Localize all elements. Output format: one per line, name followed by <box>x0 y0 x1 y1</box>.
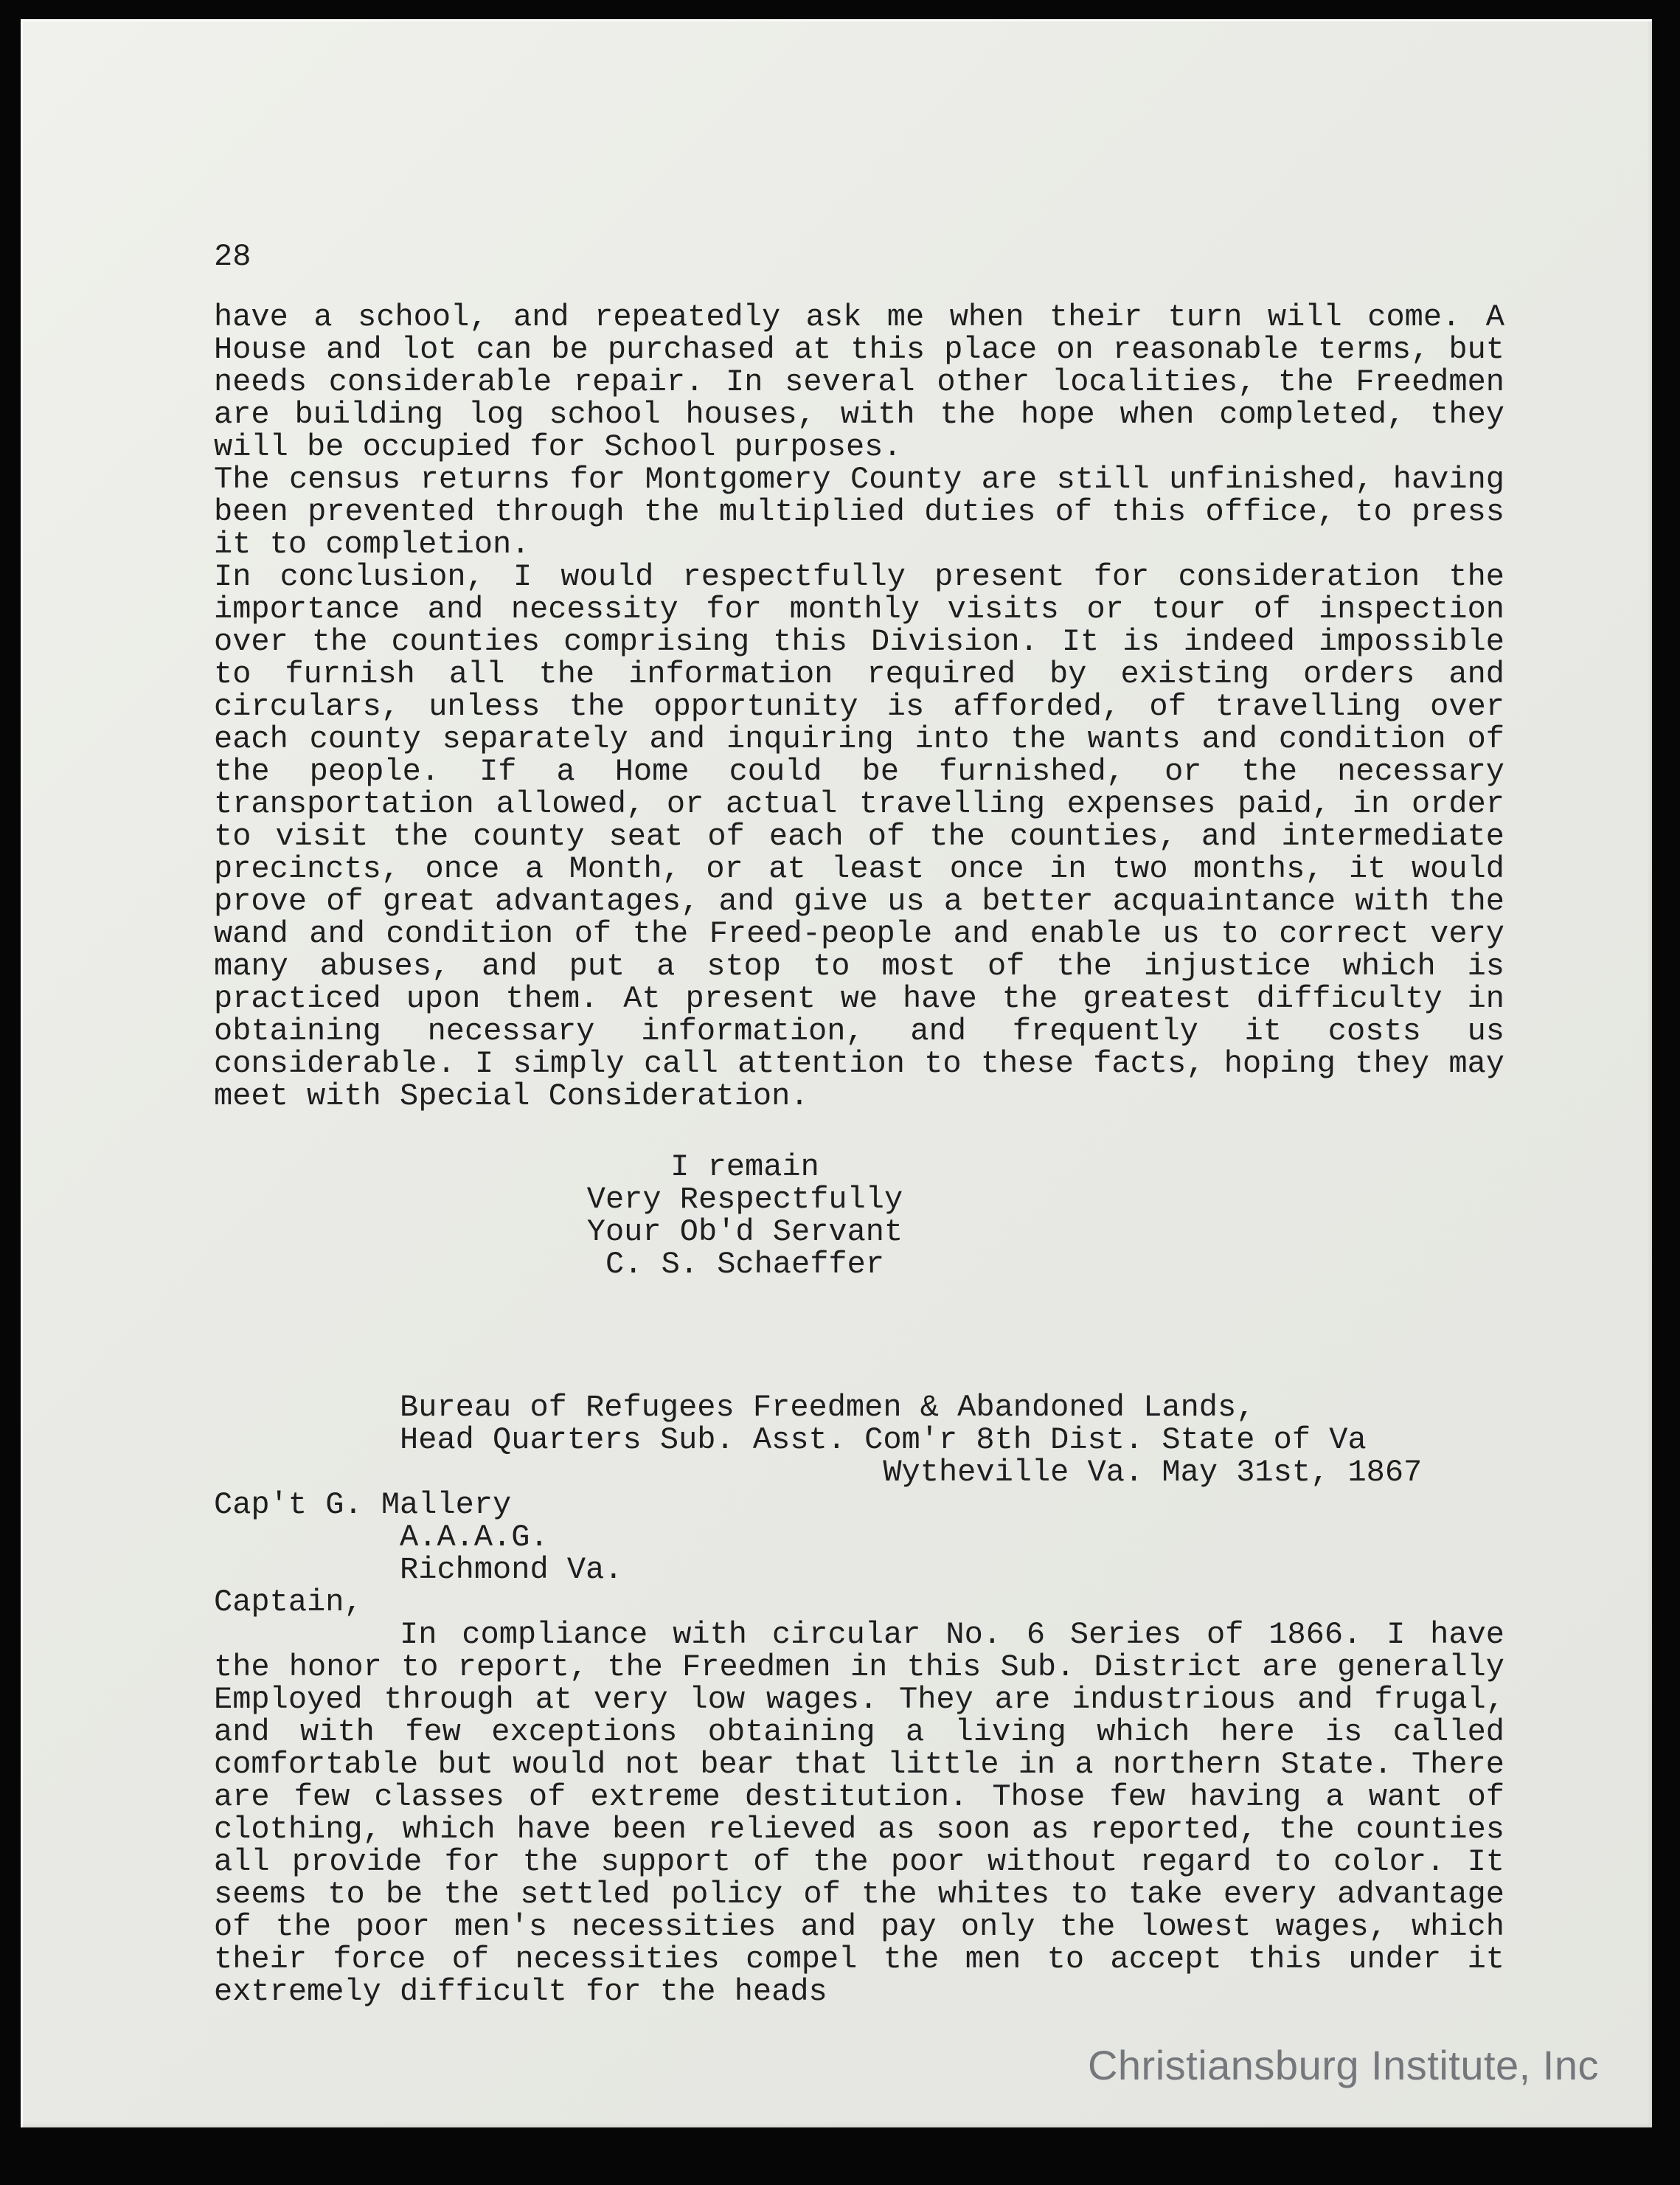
closing-very-respectfully: Very Respectfully <box>586 1182 903 1217</box>
letter2-heading-bureau: Bureau of Refugees Freedmen & Abandoned Lands, <box>400 1390 1255 1425</box>
letter2-block <box>214 1391 1504 2008</box>
letter1-closing-block <box>465 1151 1025 1281</box>
paper-sheet <box>21 19 1652 2127</box>
letter2-salutation: Captain, <box>214 1585 363 1620</box>
closing-i-remain: I remain <box>670 1149 819 1185</box>
closing-signature: C. S. Schaeffer <box>605 1247 885 1282</box>
page-content <box>214 240 1504 2008</box>
letter1-paragraph-1: have a school, and repeatedly ask me when their turn will come. A House and lot can be purchased at this place on reasonable terms, but needs considerable repair. In several other localities, the Freedmen are building log school houses, with the hope when completed, they will be occupied for School purposes. <box>214 299 1504 465</box>
letter2-heading-dateline: Wytheville Va. May 31st, 1867 <box>883 1455 1423 1490</box>
letter2-recipient-city: Richmond Va. <box>400 1552 623 1587</box>
page-number: 28 <box>214 239 251 274</box>
letter2-recipient-title: A.A.A.G. <box>400 1520 549 1555</box>
letter1-paragraph-2: The census returns for Montgomery County are still unfinished, having been prevented through the multiplied duties of this office, to press it to completion. <box>214 462 1504 562</box>
letter1-paragraph-3: In conclusion, I would respectfully present for consideration the importance and necessity for monthly visits or tour of inspection over the counties comprising this Division. It is indeed impossible to furnish all the information required by existing orders and circulars, unless the opportunity is afforded, of travelling over each county separately and inquiring into the wants and condition of the people. If a Home could be furnished, or the necessary transportation allowed, or actual travelling expenses paid, in order to visit the county seat of each of the counties, and intermediate precincts, once a Month, or at least once in two months, it would prove of great advantages, and give us a better acquaintance with the wand and condition of the Freed-people and enable us to correct very many abuses, and put a stop to most of the injustice which is practiced upon them. At present we have the greatest difficulty in obtaining necessary information, and frequently it costs us considerable. I simply call attention to these facts, hoping they may meet with Special Consideration. <box>214 559 1504 1114</box>
letter2-recipient-name: Cap't G. Mallery <box>214 1487 512 1523</box>
watermark-text: Christiansburg Institute, Inc <box>1087 2042 1599 2088</box>
letter2-heading-headquarters: Head Quarters Sub. Asst. Com'r 8th Dist. State of Va <box>400 1422 1367 1458</box>
letter2-body-paragraph: In compliance with circular No. 6 Series of 1866. I have the honor to report, the Freedmen in this Sub. District are generally Employed through at very low wages. They are industrious and frugal, and with few exceptions obtaining a living which here is called comfortable but would not bear that little in a northern State. There are few classes of extreme destitution. Those few having a want of clothing, which have been relieved as soon as reported, the counties all provide for the support of the poor without regard to color. It seems to be the settled policy of the whites to take every advantage of the poor men's necessities and pay only the lowest wages, which their force of necessities compel the men to accept this under it extremely difficult for the heads <box>214 1617 1504 2009</box>
closing-your-obd-servant: Your Ob'd Servant <box>586 1214 903 1250</box>
